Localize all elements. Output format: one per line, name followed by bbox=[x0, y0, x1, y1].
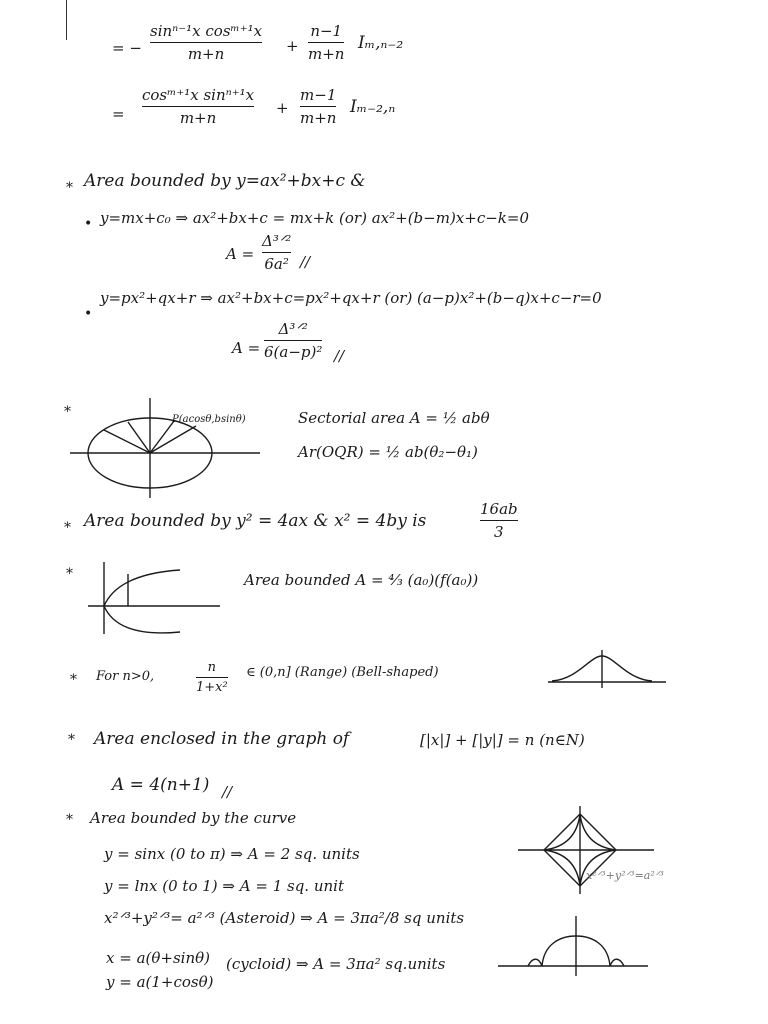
cycloid-cusp-right bbox=[610, 959, 624, 966]
eq1-plus: + bbox=[286, 37, 299, 55]
eq2-coef-fraction bbox=[300, 86, 336, 127]
bullet-dot: • bbox=[84, 216, 93, 232]
range-text: ∈ (0,n] (Range) (Bell-shaped) bbox=[246, 665, 439, 680]
for-n-text: For n>0, bbox=[96, 669, 155, 684]
fraction-bar bbox=[264, 340, 322, 341]
sectorial-area: Sectorial area A = ½ abθ bbox=[298, 409, 490, 427]
eq2-fraction bbox=[142, 86, 254, 127]
eq2-coef-denominator: m+n bbox=[300, 109, 337, 127]
area-bounded-text: Area bounded A = ⁴⁄₃ (a₀)(f(a₀)) bbox=[244, 571, 479, 589]
area1-lead: A = bbox=[226, 245, 255, 263]
section6-heading: Area enclosed in the graph of bbox=[94, 729, 350, 749]
bell-fraction bbox=[196, 660, 228, 695]
ar-oqr: Ar(OQR) = ½ ab(θ₂−θ₁) bbox=[298, 443, 478, 461]
bullet-star: * bbox=[64, 404, 71, 420]
bullet-dot: • bbox=[84, 306, 93, 322]
fraction-bar bbox=[142, 106, 254, 107]
bullet-star: * bbox=[66, 812, 73, 828]
bullet-star: * bbox=[66, 566, 73, 582]
bell-numerator: n bbox=[207, 660, 217, 675]
radius-line bbox=[150, 426, 196, 453]
area2-denominator: 6(a−p)² bbox=[264, 343, 323, 361]
astroid-diagram bbox=[518, 806, 658, 896]
eq1-coef-denominator: m+n bbox=[308, 45, 345, 63]
eq1-fraction bbox=[150, 22, 262, 63]
parabola-diagram bbox=[88, 562, 228, 642]
eq1-coef-numerator: n−1 bbox=[310, 22, 343, 40]
cycloid-x: x = a(θ+sinθ) bbox=[106, 949, 210, 967]
bullet-star: * bbox=[66, 180, 73, 196]
fraction-bar bbox=[196, 677, 228, 678]
area2-numerator: Δ³ᐟ² bbox=[278, 320, 308, 338]
fraction-bar bbox=[262, 252, 291, 253]
astroid-equation: x²ᐟ³+y²ᐟ³=a²ᐟ³ bbox=[586, 869, 664, 882]
cycloid-result: (cycloid) ⇒ A = 3πa² sq.units bbox=[226, 955, 446, 973]
curve-row-ln: y = lnx (0 to 1) ⇒ A = 1 sq. unit bbox=[104, 877, 344, 895]
parabola-curve bbox=[104, 570, 180, 633]
fraction-bar bbox=[480, 520, 518, 521]
section1-line2: y=px²+qx+r ⇒ ax²+bx+c=px²+qx+r (or) (a−p)x²+(b−q)x+c−r=0 bbox=[100, 289, 602, 307]
radius-line bbox=[128, 422, 150, 453]
bell-denominator: 1+x² bbox=[196, 680, 228, 695]
section1-line1: y=mx+c₀ ⇒ ax²+bx+c = mx+k (or) ax²+(b−m)x+c−k=0 bbox=[100, 209, 529, 227]
eq1-denominator: m+n bbox=[187, 45, 225, 63]
section6-result-end: // bbox=[222, 783, 233, 801]
eq1-coef-fraction bbox=[308, 22, 344, 63]
eq1-tail: Iₘ,ₙ₋₂ bbox=[358, 33, 404, 53]
bell-curve-diagram bbox=[548, 648, 668, 688]
ellipse-sector-diagram bbox=[70, 398, 270, 498]
eq1-lead: = − bbox=[112, 39, 142, 57]
area2-fraction bbox=[264, 320, 322, 361]
eq1-numerator: sinⁿ⁻¹x cosᵐ⁺¹x bbox=[150, 22, 263, 40]
eq2-denominator: m+n bbox=[179, 109, 217, 127]
area1-denominator: 6a² bbox=[264, 255, 289, 273]
curve-row-sin: y = sinx (0 to π) ⇒ A = 2 sq. units bbox=[104, 845, 360, 863]
section3-fraction bbox=[480, 500, 518, 541]
bullet-star: * bbox=[64, 520, 71, 536]
section3-denominator: 3 bbox=[494, 523, 504, 541]
point-label: P(acosθ,bsinθ) bbox=[172, 414, 246, 425]
section1-heading: Area bounded by y=ax²+bx+c & bbox=[84, 171, 366, 191]
section3-numerator: 16ab bbox=[480, 500, 518, 518]
section6-result: A = 4(n+1) bbox=[112, 775, 210, 795]
cycloid-cusp-left bbox=[528, 959, 542, 966]
radius-line bbox=[104, 430, 150, 453]
radius-line bbox=[150, 421, 174, 453]
area2-lead: A = bbox=[232, 339, 261, 357]
eq2-tail: Iₘ₋₂,ₙ bbox=[350, 97, 396, 117]
area1-end: // bbox=[300, 253, 311, 271]
eq2-coef-numerator: m−1 bbox=[300, 86, 337, 104]
cycloid-y: y = a(1+cosθ) bbox=[106, 973, 214, 991]
curve-row-asteroid: x²ᐟ³+y²ᐟ³= a²ᐟ³ (Asteroid) ⇒ A = 3πa²/8 sq units bbox=[104, 909, 465, 927]
area2-end: // bbox=[334, 347, 345, 365]
eq2-plus: + bbox=[276, 99, 289, 117]
section3-heading: Area bounded by y² = 4ax & x² = 4by is bbox=[84, 511, 427, 531]
bullet-star: * bbox=[68, 732, 75, 748]
eq2-numerator: cosᵐ⁺¹x sinⁿ⁺¹x bbox=[142, 86, 255, 104]
eq2-lead: = bbox=[112, 105, 125, 123]
fraction-bar bbox=[150, 42, 262, 43]
cycloid-diagram bbox=[498, 916, 658, 986]
fraction-bar bbox=[308, 42, 344, 43]
bullet-star: * bbox=[70, 672, 77, 688]
margin-line bbox=[66, 0, 67, 40]
area1-fraction bbox=[262, 232, 291, 273]
area1-numerator: Δ³ᐟ² bbox=[262, 232, 292, 250]
fraction-bar bbox=[300, 106, 336, 107]
section7-heading: Area bounded by the curve bbox=[90, 809, 297, 827]
section6-equation: [|x|] + [|y|] = n (n∈N) bbox=[420, 731, 585, 749]
